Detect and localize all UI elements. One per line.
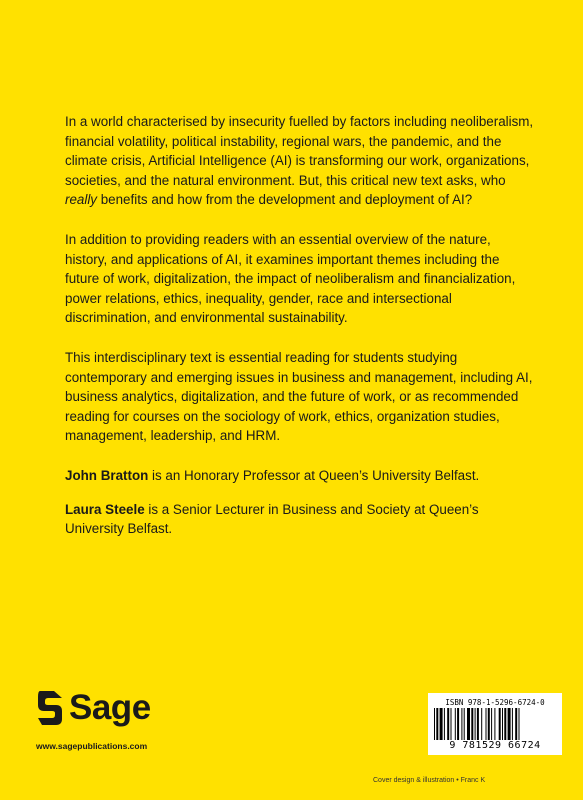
barcode-bar (515, 708, 517, 740)
barcode-bars (434, 708, 556, 740)
publisher-url: www.sagepublications.com (36, 741, 148, 751)
barcode-bar (486, 708, 487, 740)
author-bio-2 (65, 500, 535, 539)
barcode-bar (475, 708, 476, 740)
barcode-bar (457, 708, 459, 740)
barcode-bar (434, 708, 435, 740)
barcode-bar (471, 708, 473, 740)
barcode-bar (436, 708, 438, 740)
barcode-bar (494, 708, 495, 740)
isbn-label: ISBN 978-1-5296-6724-0 (445, 698, 545, 707)
barcode-bar (488, 708, 490, 740)
barcode-bar (464, 708, 465, 740)
blurb-text: In a world characterised by insecurity fuelled by factors including neoliberalism, financial volatility, political instability, regional wars, the pandemic, and the climate crisis, Artificial Intelligence (AI) is transforming our work, organizations, societies, and the natural environment. But, this critical new text asks, who (65, 114, 534, 188)
barcode-bar (504, 708, 506, 740)
author-bio-1 (65, 466, 535, 486)
blurb-paragraph-2: In addition to providing readers with an essential overview of the nature, history, and applications of AI, it examines important themes including the future of work, digitalization, the impact of neoliberalism and financialization, power relations, ethics, inequality, gender, race and intersectional discrimination, and environmental sustainability. (65, 231, 516, 326)
author-bio-text: is an Honorary Professor at Queen’s University Belfast. (148, 467, 480, 483)
barcode-bar (491, 708, 492, 740)
blurb-paragraph-1 (65, 112, 535, 210)
barcode-bar (519, 708, 520, 740)
author-bio-text: is a Senior Lecturer in Business and Society at Queen’s University Belfast. (65, 501, 479, 537)
barcode-bar (447, 708, 449, 740)
cover-credit: Cover design & illustration • Franc K (373, 777, 486, 784)
author-name: Laura Steele (65, 501, 145, 517)
blurb-text: benefits and how from the development and deployment of AI? (97, 192, 473, 208)
barcode-bar (477, 708, 479, 740)
barcode-bar (508, 708, 511, 740)
barcode-bar (512, 708, 513, 740)
barcode-bar (502, 708, 503, 740)
barcode-bar (455, 708, 456, 740)
isbn-barcode (428, 693, 562, 755)
barcode-bar (440, 708, 443, 740)
barcode-bar (444, 708, 445, 740)
barcode-bar (499, 708, 501, 740)
author-name: John Bratton (65, 467, 149, 483)
barcode-bar (451, 708, 452, 740)
barcode-bar (481, 708, 482, 740)
back-cover-blurb (65, 112, 535, 553)
barcode-bar (467, 708, 470, 740)
barcode-digits: 9 781529 66724 (449, 740, 541, 751)
publisher-wordmark: Sage (69, 688, 151, 727)
barcode-bar (461, 708, 462, 740)
blurb-emphasis: really (65, 192, 97, 208)
publisher-logo (36, 689, 151, 727)
sage-s-icon (36, 689, 64, 727)
blurb-paragraph-3: This interdisciplinary text is essential reading for students studying contemporary and emerging issues in business and management, including AI, business analytics, digitalization, and the future of work, or as recommended reading for courses on the sociology of work, ethics, organization studies, management, leadership, and HRM. (65, 349, 533, 444)
